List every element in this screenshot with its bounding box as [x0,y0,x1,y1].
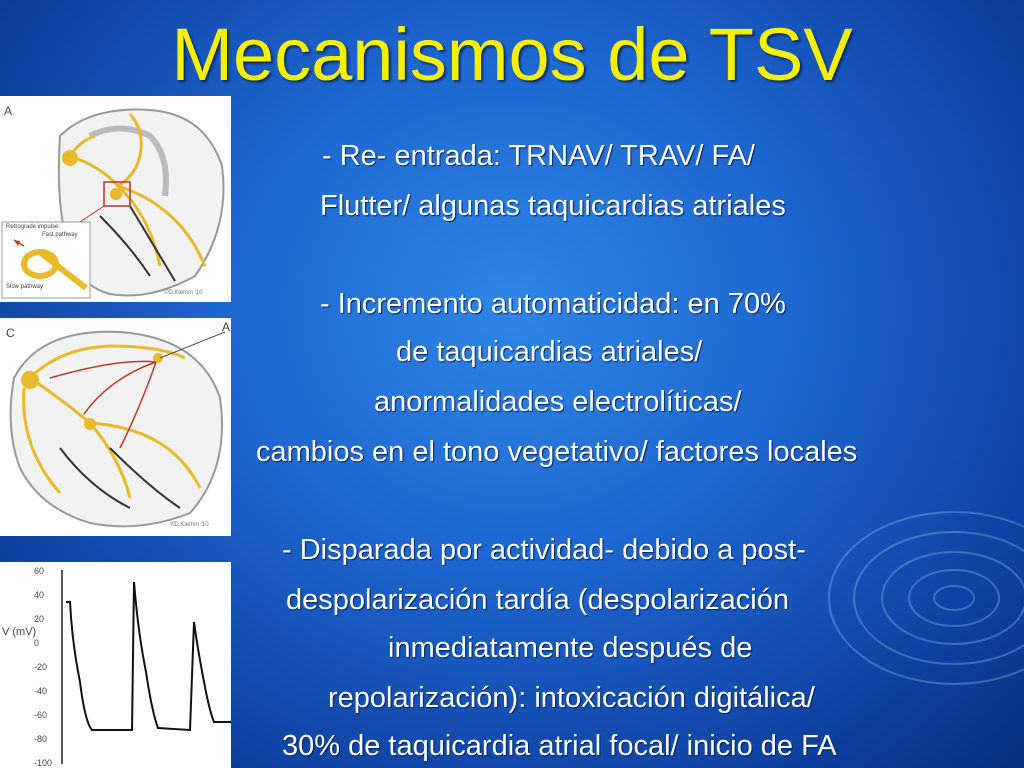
text-line-3: - Incremento automaticidad: en 70% [320,288,786,320]
text-line-11: 30% de taquicardia atrial focal/ inicio de FA [282,730,837,762]
text-line-10: repolarización): intoxicación digitálica/ [328,682,815,714]
figure-c-side-letter: A [222,320,231,334]
signature-a: ©D.Klemm '10 [164,290,203,296]
signature-c: ©D.Klemm '10 [170,522,209,528]
ap-tick: -40 [34,686,48,696]
ap-tick: -100 [34,758,53,768]
text-line-5: anormalidades electrolíticas/ [374,386,742,418]
ap-tick: 0 [34,638,40,648]
inset-label-retrograde: Retrograde impulse [6,224,59,230]
heart-diagram-c [0,318,231,536]
inset-label-fast: Fast pathway [42,232,78,238]
text-line-8: despolarización tardía (despolarización [286,584,789,616]
ap-axis-label: V (mV) [2,626,37,638]
text-line-7: - Disparada por actividad- debido a post- [282,534,806,566]
figure-action-potential [0,562,231,768]
figure-reentry [0,96,231,302]
ap-tick: -60 [34,710,48,720]
ap-tick: -80 [34,734,48,744]
text-line-9: inmediatamente después de [388,632,753,664]
text-line-6: cambios en el tono vegetativo/ factores locales [256,436,858,468]
slide-title: Mecanismos de TSV [171,13,853,96]
inset-label-slow: Slow pathway [6,284,44,290]
text-line-4: de taquicardias atriales/ [396,336,703,368]
figure-a-letter: A [4,104,13,118]
heart-diagram-a [0,96,231,302]
ap-tick: 20 [34,614,45,624]
text-line-1: - Re- entrada: TRNAV/ TRAV/ FA/ [322,140,755,172]
ap-tick: -20 [34,662,48,672]
background-swirl [824,468,1024,728]
figure-c-letter: C [6,326,15,340]
figure-automaticity [0,318,231,536]
ap-tick: 40 [34,590,45,600]
text-line-2: Flutter/ algunas taquicardias atriales [320,190,786,222]
ap-tick: 60 [34,566,45,576]
